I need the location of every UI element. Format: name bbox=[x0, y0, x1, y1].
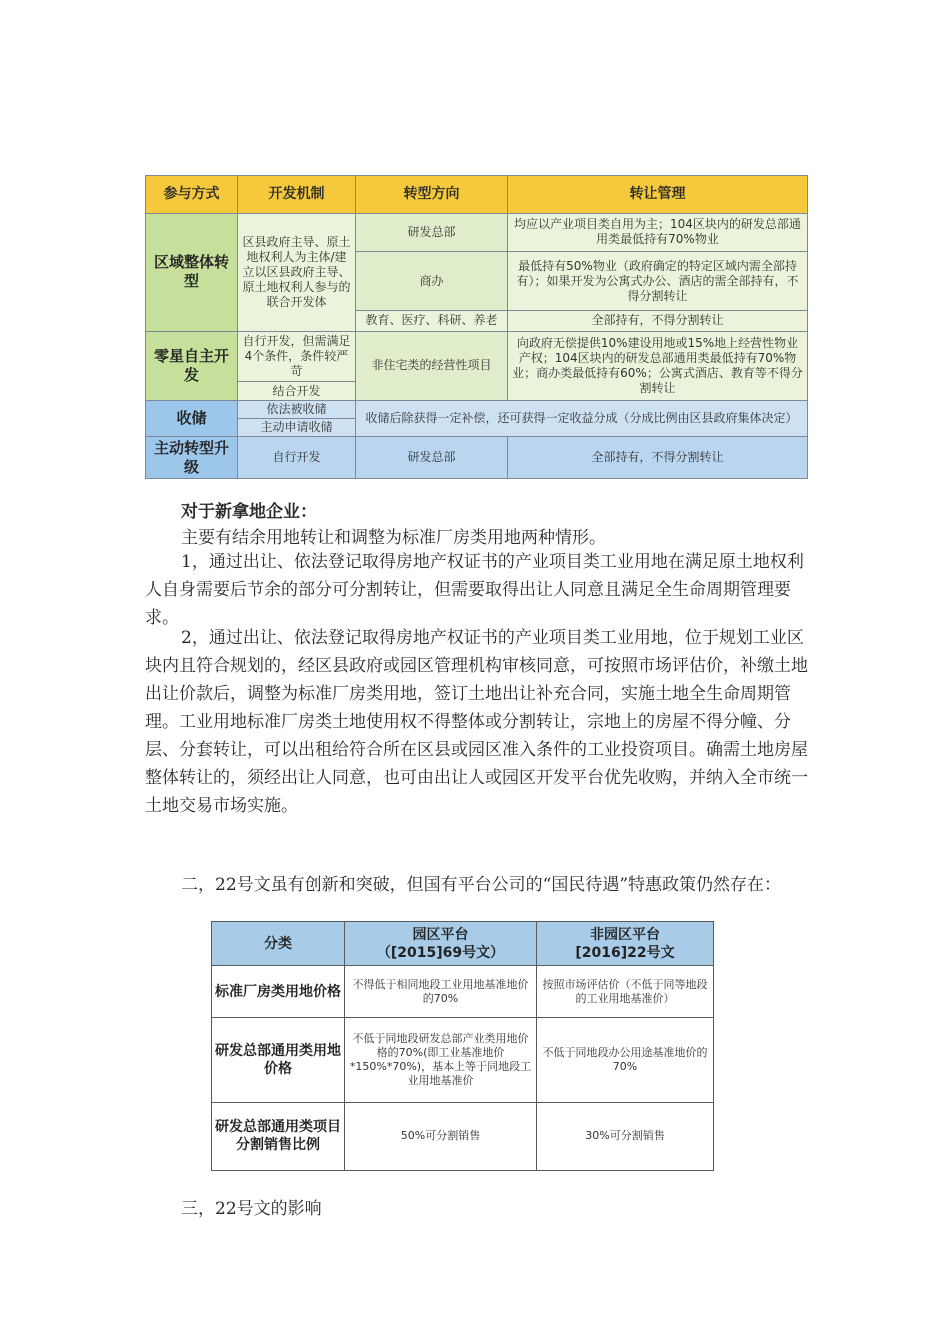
header-nonpark-platform bbox=[537, 922, 714, 966]
rd-sale-ratio-nonpark: 30%可分割销售 bbox=[537, 1102, 714, 1170]
row-regional-label: 区域整体转型 bbox=[146, 213, 238, 331]
upgrade-mechanism: 自行开发 bbox=[238, 437, 356, 479]
paragraph-item-2: 2，通过出让、依法登记取得房地产权证书的产业项目类工业用地，位于规划工业区块内且符合规划的，经区县政府或园区管理机构审核同意，可按照市场评估价，补缴土地出让价款后，调整为标准厂房类用地，签订土地出让补充合同，实施土地全生命周期管理。工业用地标准厂房类土地使用权不得整体或分割转让，宗地上的房屋不得分幢、分层、分套转让，可以出租给符合所在区县或园区准入条件的工业投资项目。确需土地房屋整体转让的，须经出让人同意，也可由出让人或园区开发平台优先收购，并纳入全市统一土地交易市场实施。 bbox=[145, 628, 808, 816]
paragraph-item-1: 1，通过出让、依法登记取得房地产权证书的产业项目类工业用地在满足原土地权利人自身需要后节余的部分可分割转让，但需要取得出让人同意且满足全生命周期管理要求。 bbox=[145, 552, 804, 628]
rd-land-price-park: 不低于同地段研发总部产业类用地价格的70%(即工业基准地价*150%*70%)，基本上等于同地段工业用地基准价 bbox=[345, 1018, 537, 1102]
storage-mechanism-apply: 主动申请收储 bbox=[238, 418, 356, 436]
regional-mechanism: 区县政府主导、原土地权利人为主体/建立以区县政府主导、原土地权利人参与的联合开发体 bbox=[238, 213, 356, 331]
row-standard-factory-label: 标准厂房类用地价格 bbox=[212, 966, 345, 1018]
scattered-direction: 非住宅类的经营性项目 bbox=[356, 331, 508, 400]
header-direction: 转型方向 bbox=[356, 176, 508, 214]
header-participation: 参与方式 bbox=[146, 176, 238, 214]
scattered-mechanism-joint: 结合开发 bbox=[238, 382, 356, 400]
regional-rd-direction: 研发总部 bbox=[356, 213, 508, 252]
row-rd-sale-ratio-label: 研发总部通用类项目分割销售比例 bbox=[212, 1102, 345, 1170]
row-scattered-label: 零星自主开发 bbox=[146, 331, 238, 400]
header-park-platform bbox=[345, 922, 537, 966]
rd-sale-ratio-park: 50%可分割销售 bbox=[345, 1102, 537, 1170]
scattered-mechanism-self: 自行开发，但需满足4个条件，条件较严苛 bbox=[238, 331, 356, 382]
park-platform-doc: （[2015]69号文） bbox=[376, 944, 505, 961]
section-two-heading: 二，22号文虽有创新和突破，但国有平台公司的“国民待遇”特惠政策仍然存在： bbox=[181, 875, 782, 895]
scattered-transfer: 向政府无偿提供10%建设用地或15%地上经营性物业产权；104区块内的研发总部通用类最低持有70%物业；商办类最低持有60%；公寓式酒店、教育等不得分割转让 bbox=[508, 331, 808, 400]
regional-office-transfer: 最低持有50%物业（政府确定的特定区域内需全部持有）；如果开发为公寓式办公、酒店的需全部持有，不得分割转让 bbox=[508, 252, 808, 311]
upgrade-transfer: 全部持有，不得分割转让 bbox=[508, 437, 808, 479]
header-transfer: 转让管理 bbox=[508, 176, 808, 214]
standard-factory-nonpark: 按照市场评估价（不低于同等地段的工业用地基准价） bbox=[537, 966, 714, 1018]
rd-land-price-nonpark: 不低于同地段办公用途基准地价的70% bbox=[537, 1018, 714, 1102]
regional-rd-transfer: 均应以产业项目类自用为主；104区块内的研发总部通用类最低持有70%物业 bbox=[508, 213, 808, 252]
regional-edu-direction: 教育、医疗、科研、养老 bbox=[356, 311, 508, 331]
new-land-heading: 对于新拿地企业： bbox=[181, 502, 317, 522]
paragraph-situations: 主要有结余用地转让和调整为标准厂房类用地两种情形。 bbox=[181, 528, 606, 548]
storage-transfer: 收储后除获得一定补偿，还可获得一定收益分成（分成比例由区县政府集体决定） bbox=[356, 400, 808, 437]
park-platform-title: 园区平台 bbox=[412, 926, 469, 943]
header-category: 分类 bbox=[212, 922, 345, 966]
nonpark-platform-title: 非园区平台 bbox=[590, 926, 660, 943]
row-storage-label: 收储 bbox=[146, 400, 238, 437]
standard-factory-park: 不得低于相同地段工业用地基准地价的70% bbox=[345, 966, 537, 1018]
section-three-heading: 三，22号文的影响 bbox=[181, 1199, 322, 1219]
row-upgrade-label: 主动转型升级 bbox=[146, 437, 238, 479]
row-rd-land-price-label: 研发总部通用类用地价格 bbox=[212, 1018, 345, 1102]
upgrade-direction: 研发总部 bbox=[356, 437, 508, 479]
regional-office-direction: 商办 bbox=[356, 252, 508, 311]
price-comparison-table bbox=[211, 921, 714, 1171]
header-mechanism: 开发机制 bbox=[238, 176, 356, 214]
regional-edu-transfer: 全部持有，不得分割转让 bbox=[508, 311, 808, 331]
nonpark-platform-doc: [2016]22号文 bbox=[575, 944, 675, 961]
transformation-table bbox=[145, 175, 808, 479]
storage-mechanism-legal: 依法被收储 bbox=[238, 400, 356, 418]
